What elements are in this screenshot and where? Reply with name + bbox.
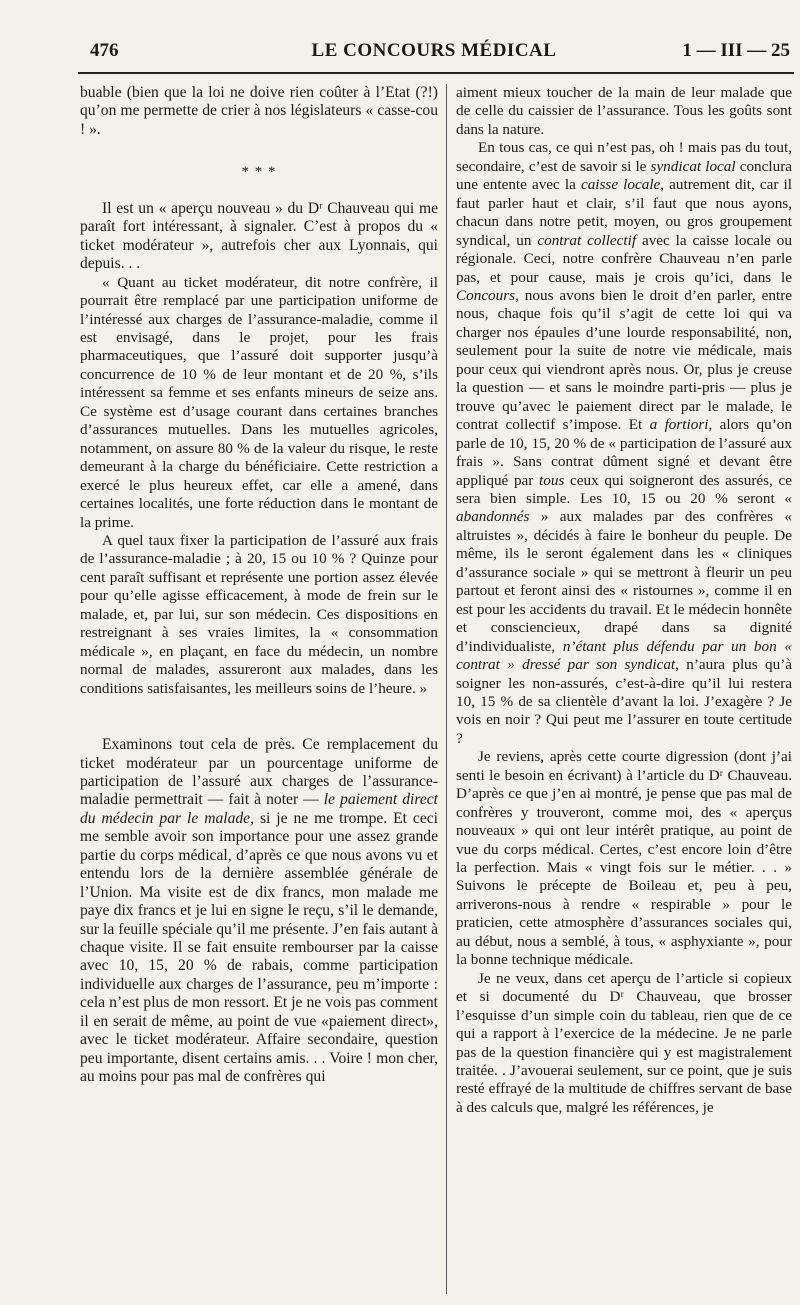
italic-text-run: le paiement direct du médecin par le malade, [80,791,438,827]
text-run: conclura une entente avec la [456,157,792,194]
paragraph-return: Je reviens, après cette courte digression (dont j’ai senti le besoin en écrivant) à l’article du Dʳ Chauveau. D’après ce que j’en ai montré, je pense que pas mal de confrères y trouveront, comme moi, des « aperçus nouveaux » qui ont leur intérêt pratique, au point de vue du corps médical. Certes, c’est encore loin d’être la perfection. Mais « vingt fois sur le métier. . . » Suivons le précepte de Boileau et, peu à peu, arriverons-nous à rendre « respirable » pour le praticien, cette atmosphère d’assurances sociales qui, au début, nous a semblé, à tous, « asphyxiante », pour la bonne technique médicale. [456,748,792,969]
text-run: Examinons tout cela de près. Ce remplacement du ticket modérateur par un pourcentage uniforme de participation de l’assuré aux charges de l’assurance-maladie permettrait — fait à noter — [80,736,438,809]
italic-text-run: caisse locale, [580,176,665,194]
italic-text-run: tous [539,471,565,489]
paragraph-continuation: buable (bien que la loi ne doive rien coûter à l’Etat (?!) qu’on me permette de crier à nos législateurs « casse-cou ! ». [80,84,438,138]
text-run: avec la caisse locale ou régionale. Ceci, notre confrère Chauveau n’en parle pas, et pour cause, mais je crois qu’ici, dans le [456,231,792,286]
paragraph-gap [80,698,438,736]
quotation-paragraph-2: A quel taux fixer la participation de l’assuré aux frais de l’assurance-maladie ; à 20, 15 ou 10 % ? Quinze pour cent paraît suffisant et représente une portion assez élevée pour qu’elle agisse efficacement, à mode de frein sur le malade, et, par lui, sur son médecin. Ces dispositions en restreignant à ses vraies limites, la « consommation médicale », en plaçant, en face du médecin, un nombre normal de malades, assureront aux malades, dans les conditions satisfaisantes, les meilleurs soins de l’heure. » [80,531,438,697]
right-column [456,84,792,1117]
italic-text-run: n’étant plus défendu par un bon « contrat » dressé par son syndicat, [456,637,792,674]
quotation-paragraph-1: « Quant au ticket modérateur, dit notre confrère, il pourrait être remplacé par une participation uniforme de l’intéressé aux charges de l’assurance-maladie, comme il est envisagé, dans le projet, pour les frais pharmaceutiques, que l’assuré doit supporter jusqu’à concurrence de 10 % de leur montant et de 20 %, s’ils intéressent sa femme et ses enfants mineurs de seize ans. Ce système est d’usage courant dans certaines branches d’assurances mutuelles. Dans les mutuelles agricoles, notamment, on assure 80 % de la valeur du risque, le reste demeurant à la charge du bénéficiaire. Cette restriction a exercé le plus heureux effet, car elle a amené, dans certaines localités, une forte réduction dans le montant de la prime. [80,273,438,531]
text-run: En tous cas, ce qui n’est pas, oh ! mais pas du tout, secondaire, c’est de savoir si le [456,139,792,175]
italic-text-run: abandonnés [456,508,530,526]
italic-text-run: contrat collectif [537,231,637,249]
paragraph-intro: Il est un « aperçu nouveau » du Dʳ Chauveau qui me paraît fort intéressant, à signaler. C’est à propos du « ticket modérateur », autrefois cher aux Lyonnais, qui depuis. . . [80,199,438,273]
paragraph-contract [456,139,792,748]
italic-text-run: a fortiori, [649,416,713,434]
header-rule [78,72,794,74]
italic-text-run: syndicat local [650,157,736,175]
text-run: ceux qui soigneront des assurés, ce sera bien simple. Les 10, 15 ou 20 % seront « [456,471,792,507]
page-header [78,40,790,74]
page-number: 476 [90,40,119,61]
issue-date: 1 — III — 25 [682,40,790,61]
paragraph-overview: Je ne veux, dans cet aperçu de l’article si copieux et si documenté du Dʳ Chauveau, que brosser l’esquisse d’un simple coin du tableau, rien que de ce qui a rapport à l’exercice de la médecine. Je ne parle pas de la question financière qui y est magistralement traitée. . J’avouerai seulement, sur ce point, que je suis resté effrayé de la multitude de chiffres servant de base à des calculs que, malgré les références, je [456,969,792,1116]
text-run: si je ne me trompe. Et ceci me semble avoir son importance pour une assez grande partie du corps médical, d’après ce que nous avons vu et entendu lors de la dernière assemblée générale de l’Union. Ma visite est de dix francs, mon malade me paye dix francs et je lui en signe le reçu, s’il le demande, sur la feuille spéciale qu’il me présente. J’en fais autant à chaque visite. Il se fait ensuite rembourser par la caisse avec 10, 15, 20 % de rabais, comme participation individuelle aux charges de l’assurance, peu m’importe : cela n’est plus de mon ressort. Et je ne vois pas comment il en serait de même, au point de vue «paiement direct», avec le ticket modérateur. Affaire secondaire, question peu importante, disent certains amis. . . Voire ! mon cher, au moins pour pas mal de confrères qui [80,809,439,1086]
section-separator: * * * [241,164,277,181]
text-run: alors qu’on parle de 10, 15, 20 % de « participation de l’assuré aux frais ». Sans contrat dûment signé et devant être appliqué par [456,416,792,489]
paragraph-examination [80,736,438,1087]
italic-text-run: Concours, [456,286,519,304]
text-run: autrement dit, car il faut parler haut et clair, s’il faut que nous ayons, chacun dans notre petit, moyen, ou gros groupement syndical, un [456,176,792,249]
text-run: nous avons bien le droit d’en parler, entre nous, chaque fois qu’il s’agit de cette loi qui va charger nos épaules d’une lourde responsabilité, non, seulement pour la suite de notre vie médicale, mais pour ceux qui viendront après nous. Or, plus je creuse la question — et sans le moindre parti-pris — plus je trouve qu’avec le paiement direct par le malade, le contrat collectif s’impose. Et [456,286,792,434]
paragraph-continuation: aiment mieux toucher de la main de leur malade que de celle du caissier de l’assurance. Tous les goûts sont dans la nature. [456,84,792,138]
column-divider [446,84,447,1294]
text-run: n’aura plus qu’à soigner les non-assurés, c’est-à-dire qu’il lui restera 10, 15 % de sa clientèle d’avant la loi. J’exagère ? Je vois en noir ? Qui peut me l’assurer en toute certitude ? [456,656,792,747]
left-column [80,84,438,1087]
text-run: » aux malades par des confrères « altruistes », décidés à faire le bonheur du peuple. De même, ils le seront également dans les « cliniques d’assurance sociale » qui se mettront à fleurir un peu partout et feront ainsi des « ristournes », comme il en est pour les accidents du travail. Et le médecin honnête et consciencieux, drapé dans sa dignité d’individualiste, [456,508,792,655]
journal-title: LE CONCOURS MÉDICAL [311,40,557,61]
